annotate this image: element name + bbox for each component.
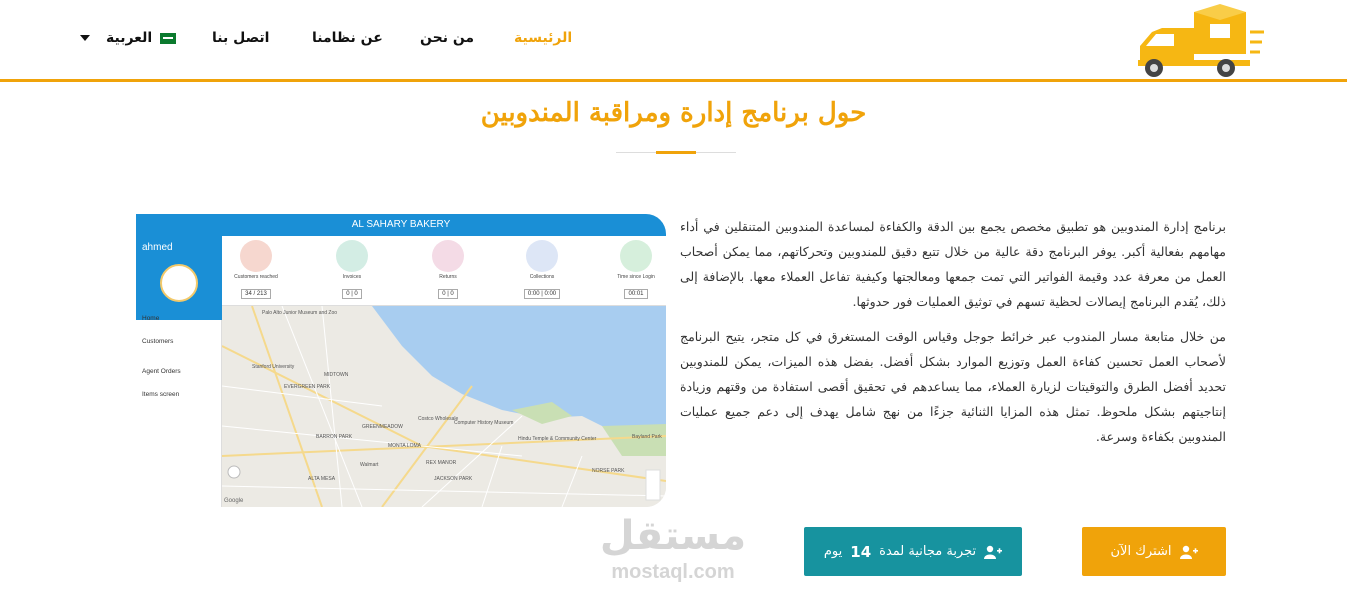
- map-label: ALTA MESA: [308, 476, 336, 482]
- map-label: REX MANOR: [426, 460, 457, 466]
- map-label: JACKSON PARK: [434, 476, 473, 482]
- features-paragraph: من خلال متابعة مسار المندوب عبر خرائط جوجل وقياس الوقت المستغرق في كل متجر، يتيح البرنامج لأصحاب العمل تحسين كفاءة العمل وتوزيع الموارد بشكل أفضل. بفضل هذه الميزات، يمكن للمندوبين تحديد أفضل الطرق والتوقيتات لزيارة العملاء، مما يساعدهم في تحقيق أقصى استفادة من وقتهم وزيادة إنتاجيتهم بشكل ملحوظ. تمثل هذه المزايا الثنائية جزءًا من نهج شامل يهدف إلى دعم جميع عمليات المندوبين بكفاءة وسرعة.: [680, 329, 1226, 444]
- map-label: MIDTOWN: [324, 372, 349, 378]
- coins-icon: [526, 240, 558, 272]
- nav-home[interactable]: الرئيسية: [514, 30, 573, 46]
- language-label: العربية: [106, 30, 153, 46]
- map-label: Stanford University: [252, 364, 295, 370]
- stat-value: 00:01: [624, 289, 647, 299]
- google-logo: Google: [224, 498, 244, 504]
- bakery-logo-avatar: [160, 264, 198, 302]
- add-user-icon: [1180, 545, 1198, 559]
- stat-invoices: [322, 240, 382, 304]
- stat-label: Time since Login: [617, 274, 655, 280]
- map-label: Costco Wholesale: [418, 416, 459, 422]
- map-label: NORSE PARK: [592, 468, 625, 474]
- watermark-latin: mostaql.com: [611, 561, 735, 583]
- nav-contact[interactable]: اتصل بنا: [212, 30, 270, 46]
- stat-label: Customers reached: [234, 274, 278, 280]
- stat-returns: [418, 240, 478, 304]
- stat-customers-reached: [226, 240, 286, 304]
- app-user-name: ahmed: [142, 242, 173, 253]
- watermark-arabic: مستقل: [599, 513, 747, 559]
- title-divider-accent: [656, 151, 696, 154]
- map-label: Hindu Temple & Community Center: [518, 436, 597, 442]
- trial-days: 14: [850, 542, 872, 561]
- nav-system[interactable]: عن نظامنا: [312, 30, 383, 46]
- returns-icon: [432, 240, 464, 272]
- chevron-down-icon: [80, 35, 90, 41]
- section-title: حول برنامج إدارة ومراقبة المندوبين: [480, 98, 867, 128]
- map-label: GREENMEADOW: [362, 424, 403, 430]
- delivery-truck-logo[interactable]: [1134, 2, 1266, 78]
- app-screenshot: [136, 214, 666, 507]
- map-label: Walmart: [360, 462, 379, 468]
- stat-time-since-login: [606, 240, 666, 304]
- language-selector[interactable]: [80, 30, 176, 46]
- map-label: Computer History Museum: [454, 420, 514, 426]
- app-menu-item: Agent Orders: [142, 368, 181, 375]
- map-label: Bayland Park: [632, 434, 662, 440]
- intro-paragraph: برنامج إدارة المندوبين هو تطبيق مخصص يجمع بين الدقة والكفاءة لمساعدة المندوبين المتنقلين في أداء مهامهم بفعالية أكبر. يوفر البرنامج دقة عالية من خلال تتبع دقيق للمندوبين وتحركاتهم، مما يمكن أصحاب العمل من معرفة عدد وقيمة الفواتير التي تمت جمعها ومعالجتها وكيفية تفاعل العملاء معها. بالإضافة إلى ذلك، يُقدم البرنامج إيصالات لحظية تسهم في توثيق العمليات فور حدوثها.: [680, 219, 1226, 309]
- app-menu-item: Home: [142, 315, 160, 322]
- app-stats-row: [222, 236, 666, 306]
- map-label: Palo Alto Junior Museum and Zoo: [262, 310, 338, 316]
- people-icon: [240, 240, 272, 272]
- subscribe-button[interactable]: [1082, 527, 1226, 576]
- subscribe-label: اشترك الآن: [1110, 544, 1172, 559]
- free-trial-button[interactable]: [804, 527, 1022, 576]
- mostaql-watermark: [592, 512, 754, 592]
- stat-value: 0 | 0: [438, 289, 458, 299]
- app-title-bar: AL SAHARY BAKERY: [136, 214, 666, 236]
- stat-label: Invoices: [342, 274, 362, 280]
- nav-about[interactable]: من نحن: [420, 30, 475, 46]
- map-label: MONTA LOMA: [388, 443, 421, 449]
- google-map: [222, 306, 666, 507]
- map-label: EVERGREEN PARK: [284, 384, 331, 390]
- stat-label: Collections: [529, 274, 555, 280]
- stat-value: 34 / 213: [241, 289, 271, 299]
- stat-label: Returns: [439, 274, 457, 280]
- app-menu-item: Customers: [142, 338, 174, 345]
- stat-value: 0 | 0: [342, 289, 362, 299]
- trial-suffix: يوم: [823, 544, 843, 559]
- trial-prefix: تجربة مجانية لمدة: [879, 544, 977, 559]
- add-user-icon: [984, 545, 1002, 559]
- clock-icon: [620, 240, 652, 272]
- saudi-flag-icon: [160, 33, 176, 44]
- app-menu-item: Items screen: [142, 391, 180, 398]
- invoice-icon: [336, 240, 368, 272]
- site-header: [0, 0, 1347, 82]
- stat-value: 0:00 | 0:00: [524, 289, 560, 299]
- app-user-panel: [136, 236, 222, 320]
- stat-collections: [512, 240, 572, 304]
- map-label: BARRON PARK: [316, 434, 353, 440]
